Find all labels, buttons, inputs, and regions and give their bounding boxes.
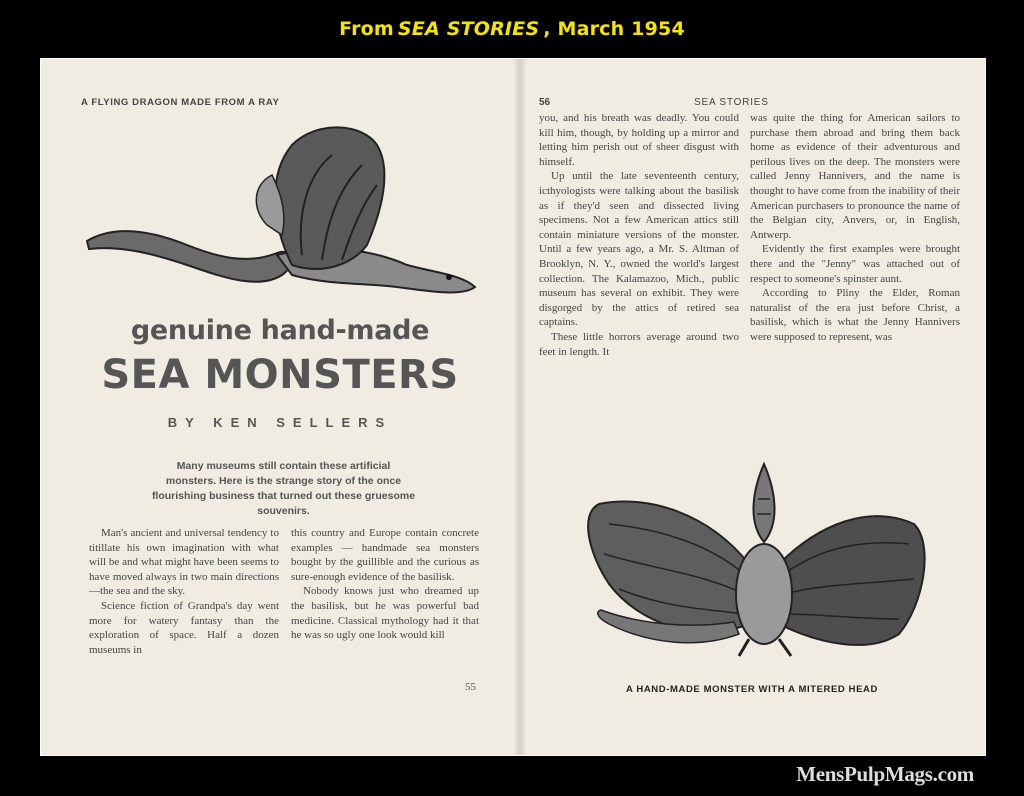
left-page	[41, 59, 519, 755]
article-deck: Many museums still contain these artificial monsters. Here is the strange story of the once flourishing business that turned out these gruesome souvenirs.	[151, 460, 416, 517]
paragraph: you, and his breath was deadly. You could kill him, though, by holding up a mirror and letting him perish out of sheer disgust with himself.	[539, 112, 739, 168]
banner-prefix: From	[339, 18, 394, 40]
right-page	[519, 59, 985, 755]
paragraph: Evidently the first examples were brought there and the "Jenny" was attached out of respect to someone's spinster aunt.	[750, 243, 960, 285]
paragraph: Nobody knows just who dreamed up the basilisk, but he was powerful bad medicine. Classical mythology had it that he was so ugly one look would kill	[291, 585, 479, 642]
running-head: SEA STORIES	[694, 97, 769, 108]
paragraph: According to Pliny the Elder, Roman naturalist of the era just before Christ, a basilisk, which is what the Jenny Hannivers were supposed to represent, was	[750, 287, 960, 343]
left-column-1	[89, 526, 279, 657]
paragraph: These little horrors average around two feet in length. It	[539, 330, 739, 358]
right-column-2	[750, 111, 960, 345]
right-illustration-caption: A HAND-MADE MONSTER WITH A MITERED HEAD	[626, 684, 878, 695]
banner-magazine: SEA STORIES	[397, 18, 540, 40]
paragraph: was quite the thing for American sailors to purchase them abroad and bring them back home as evidence of their adventurous and perilous lives on the deep. The monsters were called Jenny Hannivers, and the name is thought to have come from the inability of their American purchasers to pronounce the name of the Belgian city, Anvers, or, in English, Antwerp.	[750, 112, 960, 241]
mitered-monster-illustration	[569, 444, 939, 664]
left-column-2	[291, 526, 479, 643]
banner-date: , March 1954	[543, 18, 685, 40]
paragraph: Man's ancient and universal tendency to titillate his own imagination with what will be and what might have been seems to have moved always in two main directions—the sea and the sky.	[89, 527, 279, 598]
site-watermark: MensPulpMags.com	[796, 762, 974, 786]
headline-big: SEA MONSTERS	[101, 352, 459, 398]
page-number-right: 56	[539, 97, 551, 108]
page-number-left: 55	[465, 681, 476, 693]
left-illustration-caption: A FLYING DRAGON MADE FROM A RAY	[81, 97, 280, 108]
right-column-1	[539, 111, 739, 359]
flying-dragon-illustration	[77, 115, 477, 305]
article-headline	[41, 315, 519, 398]
magazine-spread	[40, 58, 986, 756]
paragraph: Up until the late seventeenth century, icthyologists were talking about the basilisk as if they'd seen and dissected living specimens. Not a few American attics still contain miniature versions of the monster. Until a few years ago, a Mr. S. Altman of Brooklyn, N. Y., owned the world's largest collection. The Kalamazoo, Mich., public museum has several on exhibit. They were disgorged by the attics of retired sea captains.	[539, 170, 739, 329]
byline: BY KEN SELLERS	[167, 415, 393, 430]
source-banner	[0, 0, 1024, 58]
paragraph: Science fiction of Grandpa's day went more for watery fantasy than the exploration of space. Half a dozen museums in	[89, 599, 279, 656]
paragraph: this country and Europe contain concrete examples — handmade sea monsters bought by the guillible and the curious as sure-enough evidence of the basilisk.	[291, 527, 479, 583]
headline-small: genuine hand-made	[130, 315, 430, 346]
